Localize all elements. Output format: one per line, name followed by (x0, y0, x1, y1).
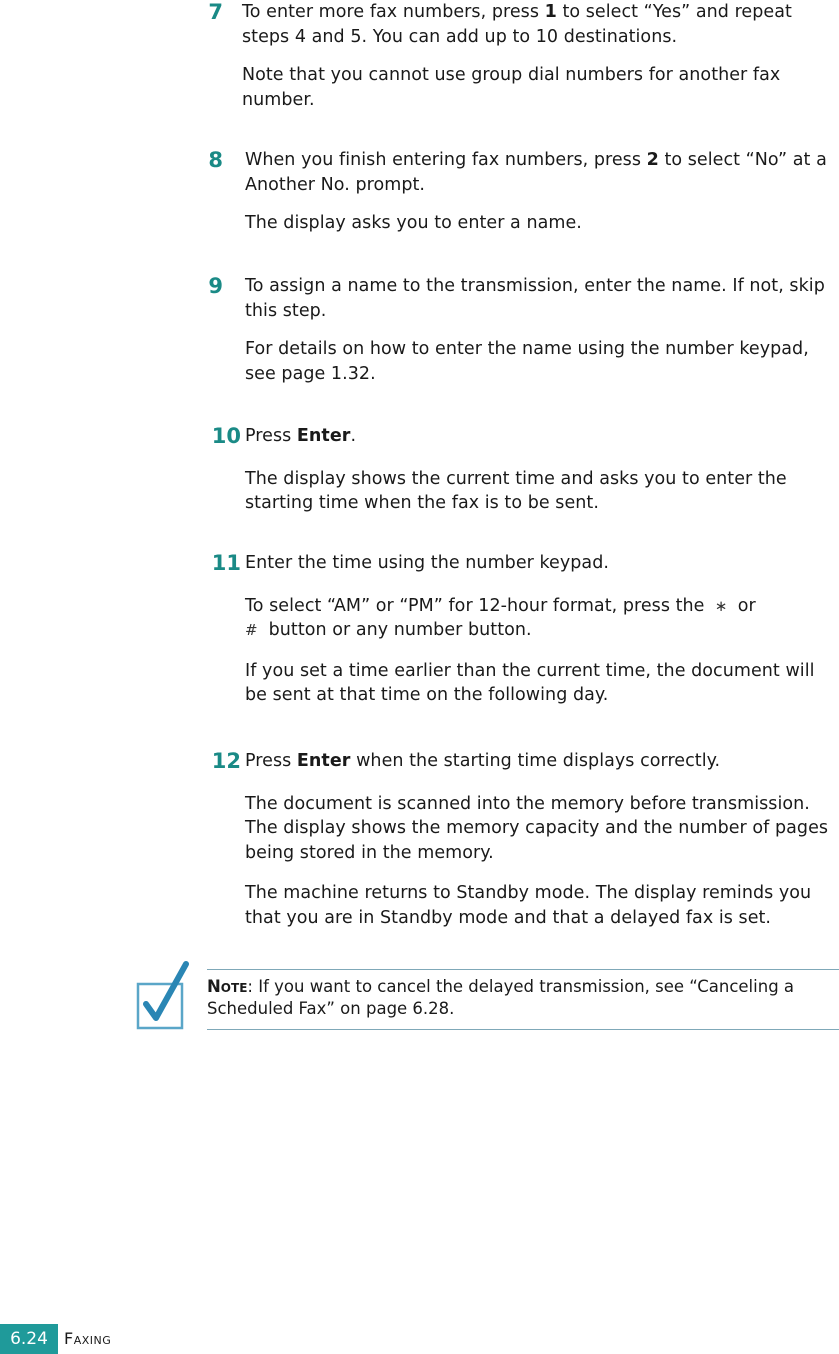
step-paragraph: Press Enter when the starting time displays correctly. (245, 751, 721, 771)
step-paragraph: Press Enter. (245, 426, 357, 446)
step-body (245, 551, 835, 708)
step-number: 7 (208, 0, 223, 24)
step-body (245, 424, 835, 516)
step-paragraph: The machine returns to Standby mode. The display reminds you that you are in Standby mode and that a delayed fax is set. (245, 883, 812, 928)
step-paragraph: To select “AM” or “PM” for 12-hour format, press the ∗ or # button or any number button. (245, 594, 835, 643)
step-paragraph: To enter more fax numbers, press 1 to select “Yes” and repeat steps 4 and 5. You can add up to 10 destinations. (242, 2, 792, 47)
note-label: Note (207, 977, 248, 996)
page-number-badge: 6.24 (0, 1324, 58, 1354)
step-paragraph: For details on how to enter the name using the number keypad, see page 1.32. (245, 339, 809, 384)
step-number: 11 (211, 551, 241, 575)
step-paragraph: The display shows the current time and asks you to enter the starting time when the fax is to be sent. (245, 468, 787, 513)
checkmark-note-icon (136, 960, 192, 1032)
step-number: 10 (211, 424, 241, 448)
step-body (245, 749, 835, 930)
step-number: 9 (208, 274, 223, 298)
step-body (245, 148, 835, 236)
note-box (207, 969, 839, 1030)
star-icon: ∗ (714, 596, 728, 615)
step-9 (205, 274, 835, 400)
step-7 (205, 0, 835, 126)
step-paragraph: The document is scanned into the memory before transmission. The display shows the memory capacity and the number of pages being stored in the memory. (245, 793, 829, 863)
step-body (245, 274, 835, 386)
step-paragraph: Note that you cannot use group dial numbers for another fax number. (242, 65, 781, 110)
step-number: 8 (208, 148, 223, 172)
step-paragraph: To assign a name to the transmission, enter the name. If not, skip this step. (245, 276, 825, 321)
step-11 (205, 551, 835, 722)
hash-icon: # (245, 621, 258, 639)
step-paragraph: If you set a time earlier than the current time, the document will be sent at that time on the following day. (245, 660, 815, 705)
step-number: 12 (211, 749, 241, 773)
step-paragraph: Enter the time using the number keypad. (245, 553, 609, 573)
step-10 (205, 424, 835, 530)
step-8 (205, 148, 835, 250)
step-12 (205, 749, 835, 944)
step-body (242, 0, 835, 112)
section-label: Faxing (64, 1329, 112, 1348)
note-text: Note: If you want to cancel the delayed transmission, see “Canceling a Scheduled Fax” on page 6.28. (207, 977, 795, 1018)
step-paragraph: The display asks you to enter a name. (245, 213, 582, 233)
step-paragraph: When you finish entering fax numbers, press 2 to select “No” at a Another No. prompt. (245, 150, 827, 195)
